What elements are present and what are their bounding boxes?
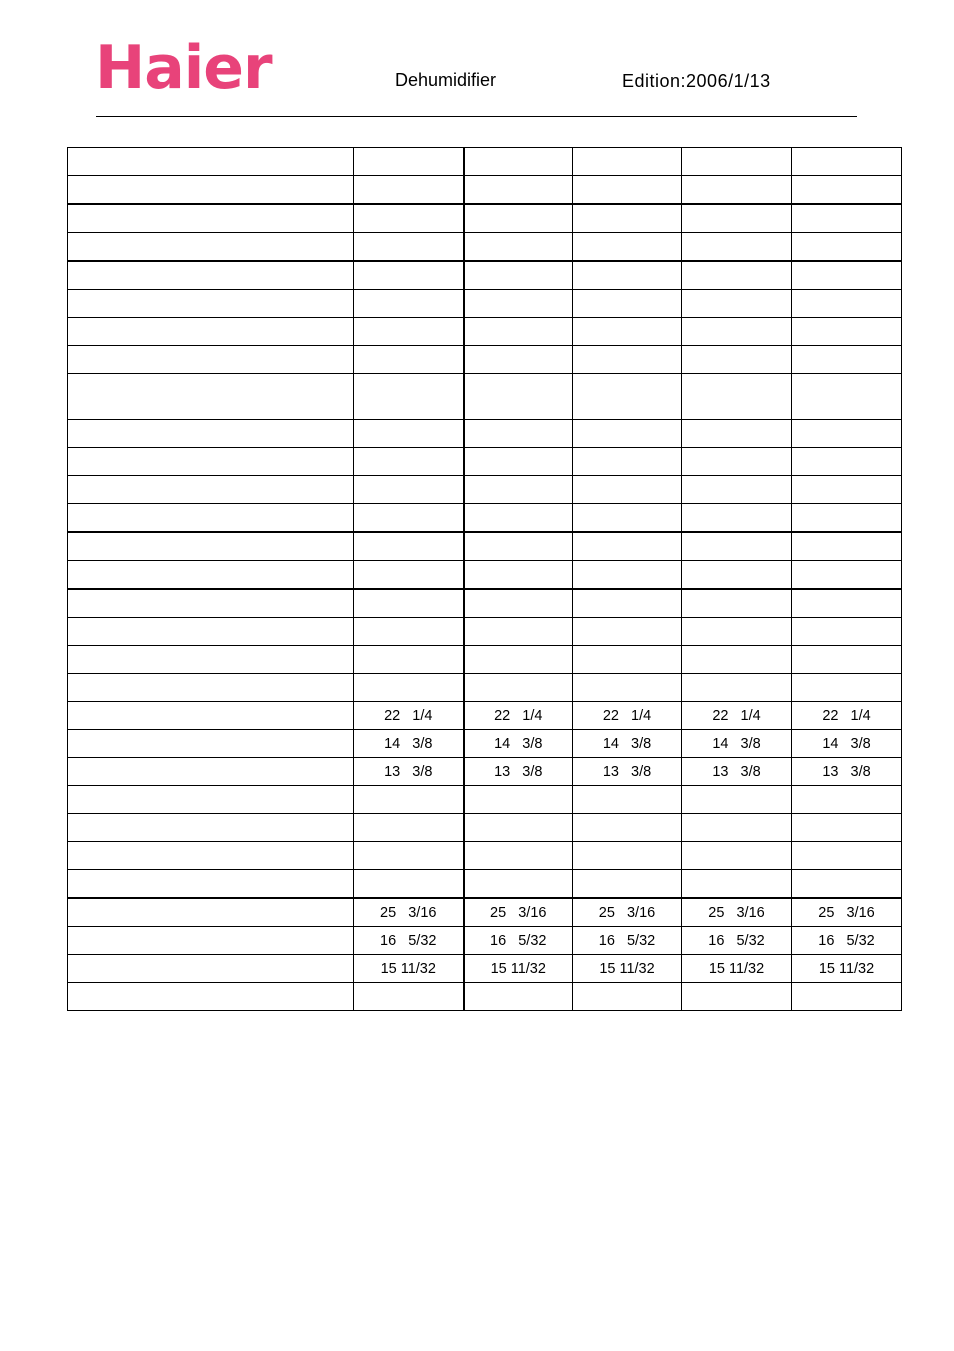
table-cell: 25 3/16: [682, 898, 792, 927]
table-cell: [682, 261, 792, 290]
table-cell: [682, 176, 792, 205]
table-cell: [792, 318, 902, 346]
table-cell: [464, 448, 573, 476]
table-cell: [68, 589, 354, 618]
table-cell: [464, 532, 573, 561]
table-row: [68, 476, 902, 504]
table-cell: [682, 618, 792, 646]
table-cell: 16 5/32: [573, 927, 682, 955]
table-row: [68, 842, 902, 870]
table-row: [68, 674, 902, 702]
table-cell: [573, 448, 682, 476]
table-cell: [573, 176, 682, 205]
table-cell: [573, 346, 682, 374]
table-cell: [464, 983, 573, 1011]
table-cell: [573, 589, 682, 618]
table-cell: [792, 983, 902, 1011]
table-cell: [68, 561, 354, 590]
table-cell: [68, 702, 354, 730]
table-cell: 25 3/16: [354, 898, 464, 927]
table-cell: [792, 589, 902, 618]
table-cell: [354, 870, 464, 899]
table-cell: [68, 898, 354, 927]
table-cell: [792, 176, 902, 205]
table-cell: [464, 261, 573, 290]
table-cell: [682, 420, 792, 448]
table-cell: [68, 346, 354, 374]
table-cell: [682, 346, 792, 374]
table-row: [68, 420, 902, 448]
table-row: [68, 955, 902, 983]
table-cell: [573, 870, 682, 899]
table-row: [68, 532, 902, 561]
edition-date: Edition:2006/1/13: [622, 71, 771, 91]
table-cell: [68, 504, 354, 533]
table-cell: [464, 674, 573, 702]
table-row: [68, 870, 902, 899]
table-cell: [354, 842, 464, 870]
table-row: [68, 814, 902, 842]
table-row: [68, 702, 902, 730]
table-row: [68, 504, 902, 533]
table-cell: 13 3/8: [354, 758, 464, 786]
table-cell: [68, 730, 354, 758]
table-cell: [354, 476, 464, 504]
table-cell: 22 1/4: [354, 702, 464, 730]
table-cell: [464, 318, 573, 346]
table-cell: [573, 318, 682, 346]
table-cell: [354, 261, 464, 290]
table-cell: [682, 842, 792, 870]
document-title: Dehumidifier: [395, 70, 497, 90]
table-cell: 15 11/32: [573, 955, 682, 983]
table-cell: 13 3/8: [573, 758, 682, 786]
table-cell: [682, 983, 792, 1011]
table-row: [68, 927, 902, 955]
table-cell: 15 11/32: [792, 955, 902, 983]
table-cell: [464, 346, 573, 374]
table-cell: 14 3/8: [464, 730, 573, 758]
table-cell: [354, 346, 464, 374]
table-cell: [792, 504, 902, 533]
table-cell: [464, 589, 573, 618]
table-cell: [354, 561, 464, 590]
table-cell: [792, 786, 902, 814]
table-row: [68, 204, 902, 233]
table-cell: [464, 842, 573, 870]
table-cell: [464, 561, 573, 590]
table-cell: [68, 290, 354, 318]
table-cell: [792, 204, 902, 233]
table-cell: [792, 646, 902, 674]
table-cell: [682, 814, 792, 842]
table-cell: [464, 504, 573, 533]
table-cell: [354, 983, 464, 1011]
table-cell: [573, 561, 682, 590]
table-cell: [464, 176, 573, 205]
table-cell: 22 1/4: [573, 702, 682, 730]
table-cell: [792, 476, 902, 504]
table-cell: [68, 814, 354, 842]
table-cell: [573, 261, 682, 290]
table-cell: [573, 842, 682, 870]
table-cell: [682, 504, 792, 533]
table-cell: [573, 532, 682, 561]
table-cell: [464, 870, 573, 899]
table-cell: 16 5/32: [354, 927, 464, 955]
table-cell: 14 3/8: [354, 730, 464, 758]
table-cell: [354, 646, 464, 674]
table-cell: [682, 374, 792, 420]
table-cell: [464, 233, 573, 262]
table-cell: [68, 842, 354, 870]
table-row: [68, 448, 902, 476]
table-cell: [68, 233, 354, 262]
table-cell: [68, 955, 354, 983]
table-cell: [792, 842, 902, 870]
table-cell: [464, 148, 573, 176]
table-cell: [464, 374, 573, 420]
table-cell: 16 5/32: [792, 927, 902, 955]
table-cell: [354, 233, 464, 262]
table-cell: [792, 674, 902, 702]
table-cell: 25 3/16: [573, 898, 682, 927]
table-row: [68, 346, 902, 374]
haier-logo: Haier: [95, 33, 272, 103]
table-row: [68, 898, 902, 927]
table-cell: [354, 448, 464, 476]
table-cell: 25 3/16: [792, 898, 902, 927]
table-cell: [682, 233, 792, 262]
table-cell: [682, 646, 792, 674]
table-cell: [464, 646, 573, 674]
table-cell: [792, 346, 902, 374]
table-row: [68, 176, 902, 205]
table-cell: [354, 504, 464, 533]
table-cell: 25 3/16: [464, 898, 573, 927]
table-cell: [573, 504, 682, 533]
table-cell: [682, 318, 792, 346]
table-cell: [573, 618, 682, 646]
table-cell: [682, 532, 792, 561]
table-row: [68, 730, 902, 758]
table-cell: [573, 674, 682, 702]
table-cell: [682, 674, 792, 702]
table-cell: 16 5/32: [682, 927, 792, 955]
table-cell: [354, 786, 464, 814]
table-cell: [792, 420, 902, 448]
table-cell: [68, 532, 354, 561]
table-cell: [573, 374, 682, 420]
table-cell: [464, 476, 573, 504]
header-divider: [96, 116, 857, 117]
table-cell: [682, 148, 792, 176]
table-cell: [68, 674, 354, 702]
table-cell: [792, 814, 902, 842]
table-cell: [792, 374, 902, 420]
table-cell: [792, 448, 902, 476]
table-cell: [464, 290, 573, 318]
table-cell: 13 3/8: [464, 758, 573, 786]
table-row: [68, 589, 902, 618]
table-cell: [68, 148, 354, 176]
table-cell: [792, 618, 902, 646]
table-cell: [682, 786, 792, 814]
table-row: [68, 261, 902, 290]
table-cell: [573, 204, 682, 233]
table-cell: [68, 983, 354, 1011]
table-cell: [464, 814, 573, 842]
table-cell: [68, 420, 354, 448]
table-cell: [68, 261, 354, 290]
table-cell: [573, 148, 682, 176]
table-cell: [573, 420, 682, 448]
table-cell: 22 1/4: [792, 702, 902, 730]
table-cell: 15 11/32: [354, 955, 464, 983]
table-row: [68, 318, 902, 346]
table-cell: [464, 618, 573, 646]
table-cell: [68, 374, 354, 420]
table-cell: [682, 870, 792, 899]
table-row: [68, 374, 902, 420]
table-cell: [68, 870, 354, 899]
table-cell: 15 11/32: [464, 955, 573, 983]
table-cell: [68, 786, 354, 814]
table-cell: 15 11/32: [682, 955, 792, 983]
table-cell: [68, 318, 354, 346]
table-cell: [354, 618, 464, 646]
table-cell: [682, 204, 792, 233]
table-cell: [464, 204, 573, 233]
table-cell: [354, 374, 464, 420]
table-cell: [792, 233, 902, 262]
spec-table: [67, 147, 902, 1011]
table-cell: [354, 420, 464, 448]
table-cell: [682, 476, 792, 504]
table-cell: [464, 786, 573, 814]
table-cell: [792, 290, 902, 318]
table-cell: [573, 646, 682, 674]
table-cell: 16 5/32: [464, 927, 573, 955]
table-cell: [573, 814, 682, 842]
table-cell: [68, 758, 354, 786]
table-row: [68, 233, 902, 262]
table-cell: [68, 646, 354, 674]
table-cell: [573, 290, 682, 318]
table-cell: [354, 674, 464, 702]
table-row: [68, 561, 902, 590]
table-cell: [682, 448, 792, 476]
table-cell: [792, 261, 902, 290]
table-cell: [68, 204, 354, 233]
table-cell: [354, 589, 464, 618]
table-cell: [573, 786, 682, 814]
table-cell: [354, 290, 464, 318]
table-row: [68, 148, 902, 176]
table-row: [68, 618, 902, 646]
table-cell: [354, 148, 464, 176]
table-cell: [792, 870, 902, 899]
table-row: [68, 758, 902, 786]
table-cell: 13 3/8: [682, 758, 792, 786]
table-cell: [464, 420, 573, 448]
table-cell: [68, 927, 354, 955]
table-cell: [68, 448, 354, 476]
table-cell: [792, 561, 902, 590]
table-cell: 14 3/8: [682, 730, 792, 758]
table-cell: [68, 176, 354, 205]
table-cell: [792, 532, 902, 561]
table-row: [68, 786, 902, 814]
table-cell: [573, 476, 682, 504]
table-cell: [354, 814, 464, 842]
table-cell: 14 3/8: [792, 730, 902, 758]
table-cell: [792, 148, 902, 176]
table-cell: 13 3/8: [792, 758, 902, 786]
table-cell: [354, 318, 464, 346]
table-cell: [68, 618, 354, 646]
table-cell: [354, 532, 464, 561]
table-cell: [682, 290, 792, 318]
table-row: [68, 290, 902, 318]
table-row: [68, 646, 902, 674]
table-cell: [68, 476, 354, 504]
table-cell: [573, 983, 682, 1011]
table-cell: 22 1/4: [464, 702, 573, 730]
table-cell: [354, 204, 464, 233]
table-cell: [573, 233, 682, 262]
table-cell: 22 1/4: [682, 702, 792, 730]
table-cell: 14 3/8: [573, 730, 682, 758]
table-row: [68, 983, 902, 1011]
table-cell: [682, 589, 792, 618]
table-cell: [682, 561, 792, 590]
table-cell: [354, 176, 464, 205]
